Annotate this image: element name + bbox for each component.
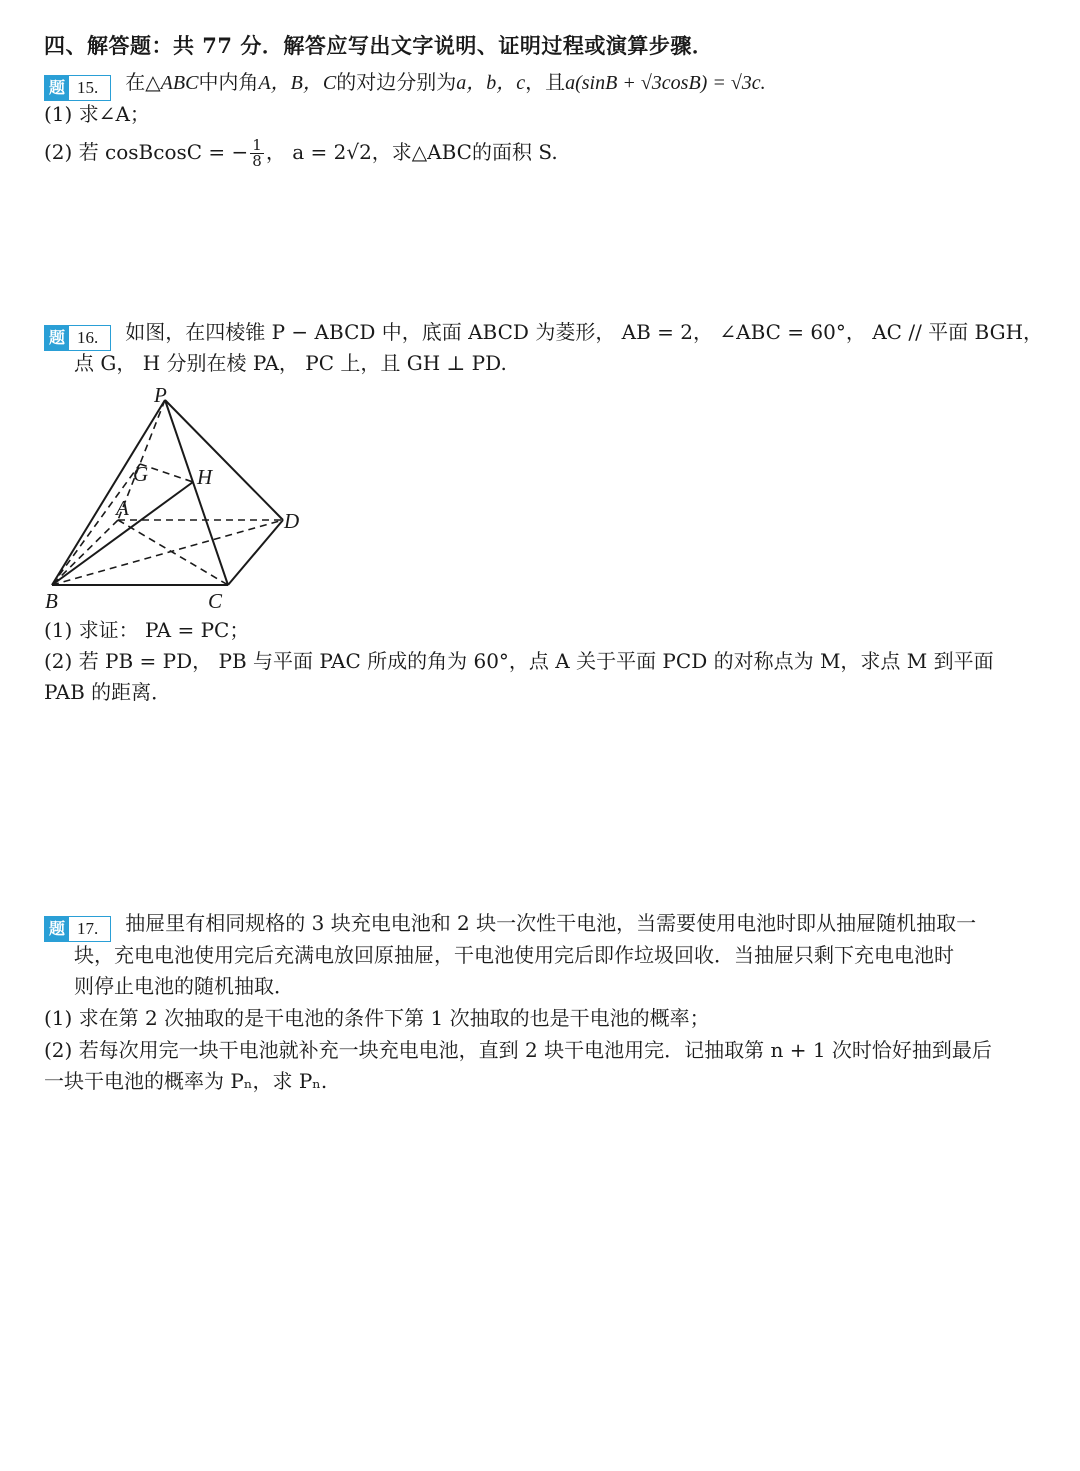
q15-stem-d: A，B，C (258, 72, 337, 94)
q15-part1: (1) 求∠A； (44, 102, 150, 126)
q16-tag-label: 题 (45, 326, 69, 350)
q16-tag (44, 325, 111, 351)
q16-stem-line1 (44, 318, 1043, 351)
segment-BG (52, 464, 140, 585)
pyramid-figure (40, 380, 320, 615)
q15-stem-h: a(sinB + √3cosB) = √3c. (565, 72, 766, 94)
q16-number: 16. (77, 328, 99, 347)
label-C: C (208, 589, 223, 613)
q15-number: 15. (77, 78, 99, 97)
q17-part2-line2: 一块干电池的概率为 Pₙ，求 Pₙ. (44, 1069, 328, 1093)
q16-part2-line2: PAB 的距离． (44, 680, 172, 704)
label-H: H (197, 465, 213, 489)
label-P: P (154, 383, 167, 407)
label-D: D (284, 509, 300, 533)
section-heading: 四、解答题：共 77 分．解答应写出文字说明、证明过程或演算步骤． (44, 33, 714, 58)
label-A: A (116, 496, 129, 520)
q16-line1-text: 如图，在四棱锥 P − ABCD 中，底面 ABCD 为菱形， AB = 2， ∠ABC = 60°， AC // 平面 BGH， (125, 320, 1044, 344)
q15-stem-g: ，且 (525, 70, 566, 94)
q15-tag-label: 题 (45, 76, 69, 100)
q15-fraction (250, 138, 264, 169)
q17-stem-line3: 则停止电池的随机抽取． (74, 974, 294, 998)
q15-stem-f: a，b，c (456, 72, 526, 94)
q15-part2-b: ， a = 2√2，求△ABC的面积 S. (265, 140, 558, 164)
q15-stem-e: 的对边分别为 (336, 70, 457, 94)
q17-tag-label: 题 (45, 917, 69, 941)
q15-stem (44, 68, 766, 101)
edge-PD (165, 400, 283, 520)
q17-stem-line2: 块，充电电池使用完后充满电放回原抽屉，干电池使用完后即作垃圾回收．当抽屉只剩下充电电池时 (74, 943, 954, 967)
q15-frac-num: 1 (252, 136, 262, 154)
q15-stem-a: 在△ (125, 70, 161, 94)
q15-stem-b: ABC (160, 72, 199, 94)
label-B: B (45, 589, 58, 613)
q17-tag (44, 916, 111, 942)
edge-CD (228, 520, 283, 585)
diag-AC (118, 520, 228, 585)
q15-part2 (44, 138, 558, 169)
q15-stem-c: 中内角 (198, 70, 259, 94)
q17-line1-text: 抽屉里有相同规格的 3 块充电电池和 2 块一次性干电池，当需要使用电池时即从抽屉随机抽取一 (125, 911, 977, 935)
q17-part2-line1: (2) 若每次用完一块干电池就补充一块充电电池，直到 2 块干电池用完．记抽取第 n + 1 次时恰好抽到最后 (44, 1038, 992, 1062)
q15-frac-den: 8 (252, 152, 262, 170)
q17-stem-line1 (44, 909, 976, 942)
q15-tag (44, 75, 111, 101)
label-G: G (133, 462, 149, 486)
q16-stem-line2: 点 G， H 分别在棱 PA， PC 上，且 GH ⊥ PD. (74, 351, 507, 375)
q16-part1: (1) 求证： PA = PC； (44, 618, 250, 642)
edge-PC (165, 400, 228, 585)
q15-part2-a: (2) 若 cosBcosC = − (44, 140, 249, 164)
q17-number: 17. (77, 919, 99, 938)
q16-part2-line1: (2) 若 PB = PD， PB 与平面 PAC 所成的角为 60°，点 A 关于平面 PCD 的对称点为 M，求点 M 到平面 (44, 649, 994, 673)
q17-part1: (1) 求在第 2 次抽取的是干电池的条件下第 1 次抽取的也是干电池的概率； (44, 1006, 710, 1030)
